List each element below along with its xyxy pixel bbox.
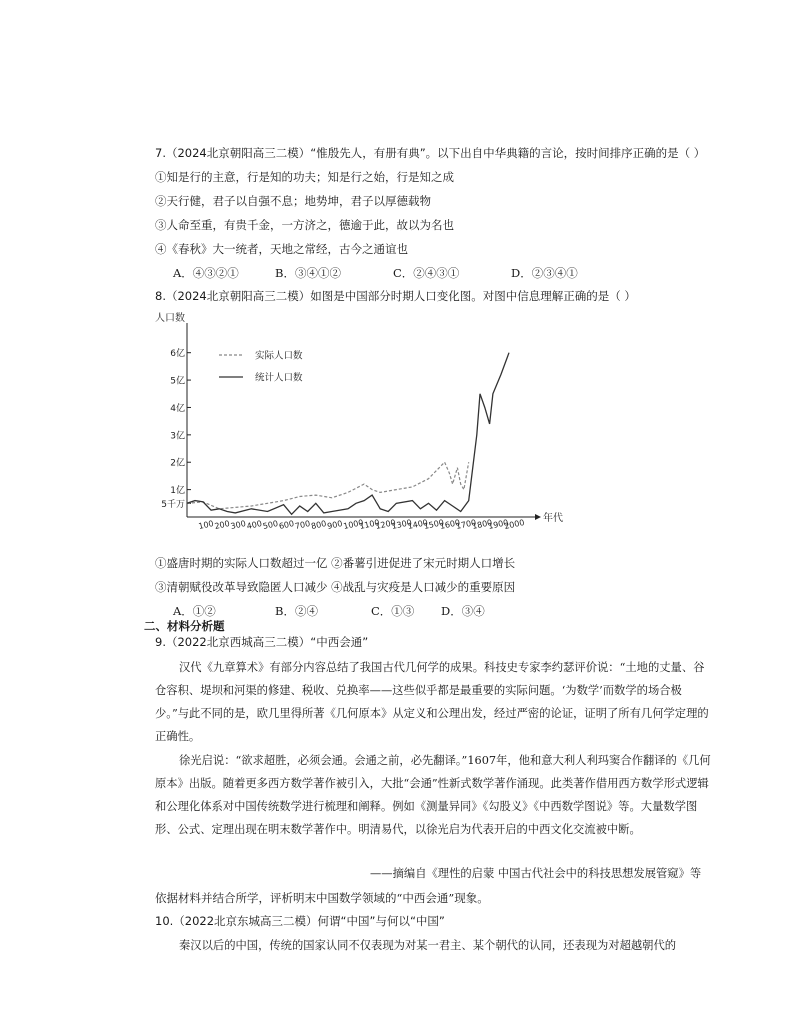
q10-stem: 10.（2022北京东城高三二模）何谓“中国”与何以“中国” [155, 914, 445, 928]
section-heading: 二、材料分析题 [144, 619, 225, 633]
chart-axes [155, 311, 563, 524]
q7-item-3: ③人命至重，有贵千金，一方济之，德逾于此，故以为名也 [155, 218, 454, 232]
q7-option-a[interactable]: A．④③②① [173, 266, 239, 280]
q7-option-b[interactable]: B．③④①② [275, 266, 341, 280]
x-tick-label: 300 [229, 518, 247, 531]
y-tick-label: 5亿 [170, 376, 185, 387]
y-tick-label: 1亿 [170, 486, 185, 497]
q9-task: 依据材料并结合所学，评析明末中国数学领域的“中西会通”现象。 [155, 891, 489, 905]
x-axis-label: 年代 [543, 513, 563, 524]
q7-option-c[interactable]: C．②④③① [393, 266, 460, 280]
q7-option-d[interactable]: D．②③④① [511, 266, 578, 280]
q7-stem: 7.（2024北京朝阳高三二模）“惟殷先人，有册有典”。以下出自中华典籍的言论，按时间排序正确的是（ ） [155, 146, 706, 160]
x-tick-label: 1500 [423, 517, 445, 531]
q7-item-2: ②天行健，君子以自强不息；地势坤，君子以厚德载物 [155, 194, 431, 208]
y-tick-label: 5千万 [161, 499, 185, 510]
q8-item-2: ③清朝赋役改革导致隐匿人口减少 ④战乱与灾疫是人口减少的重要原因 [155, 580, 516, 594]
q7-item-1: ①知是行的主意，行是知的功夫；知是行之始，行是知之成 [155, 170, 454, 184]
y-tick-label: 4亿 [170, 403, 185, 414]
q8-item-1: ①盛唐时期的实际人口数超过一亿 ②番薯引进促进了宋元时期人口增长 [155, 556, 516, 570]
x-tick-label: 1600 [439, 517, 461, 531]
x-tick-label: 600 [278, 518, 295, 531]
x-axis-arrow [535, 514, 541, 520]
chart-ticks [161, 347, 525, 531]
legend-label: 实际人口数 [255, 350, 303, 362]
x-tick-label: 1800 [471, 517, 494, 531]
population-chart [155, 305, 575, 535]
q8-option-a[interactable]: A．①② [173, 604, 216, 618]
x-tick-label: 1000 [342, 517, 365, 531]
q9-paragraph-2: 徐光启说：“欲求超胜，必须会通。会通之前，必先翻译。”1607年，他和意大利人利玛窦合作翻译的《几何原本》出版。随着更多西方数学著作被引入，大批“会通”性新式数学著作涌现。此类著作借用西方数学形式逻辑和公理化体系对中国传统数学进行梳理和阐释。例如《测量异同》《勾股义》《中西数学图说》等。大量数学图形、公式、定理出现在明末数学著作中。明清易代，以徐光启为代表开启的中西文化交流被中断。 [155, 754, 711, 836]
x-tick-label: 700 [294, 518, 312, 531]
q8-option-d[interactable]: D．③④ [441, 604, 485, 618]
x-tick-label: 200 [213, 518, 231, 531]
y-tick-label: 6亿 [170, 349, 185, 360]
legend-label: 统计人口数 [255, 372, 303, 384]
y-tick-label: 2亿 [170, 458, 185, 469]
q7-item-4: ④《春秋》大一统者，天地之常经，古今之通谊也 [155, 242, 408, 256]
x-tick-label: 1100 [358, 517, 381, 531]
q8-stem: 8.（2024北京朝阳高三二模）如图是中国部分时期人口变化图。对图中信息理解正确的是（ ） [155, 289, 636, 303]
x-tick-label: 1400 [406, 517, 429, 531]
x-tick-label: 900 [326, 518, 344, 531]
y-tick-label: 3亿 [170, 431, 185, 442]
x-tick-label: 100 [197, 518, 215, 531]
x-tick-label: 500 [262, 518, 279, 531]
x-tick-label: 1900 [487, 517, 510, 531]
x-tick-label: 1200 [374, 517, 397, 531]
q8-option-b[interactable]: B．②④ [275, 604, 318, 618]
q8-option-c[interactable]: C．①③ [371, 604, 415, 618]
x-tick-label: 1300 [390, 517, 413, 531]
series-actual-line [187, 462, 469, 509]
q9-source: ——摘编自《理性的启蒙 中国古代社会中的科技思想发展管窥》等 [370, 867, 702, 880]
q10-paragraph-1: 秦汉以后的中国，传统的国家认同不仅表现为对某一君主、某个朝代的认同，还表现为对超越朝代的 [179, 939, 677, 952]
x-tick-label: 400 [245, 518, 263, 531]
x-tick-label: 800 [310, 518, 328, 531]
y-axis-label: 人口数 [155, 313, 185, 324]
q9-paragraph-1: 汉代《九章算术》有部分内容总结了我国古代几何学的成果。科技史专家李约瑟评价说：“土地的丈量、谷仓容积、堤坝和河渠的修建、税收、兑换率——这些似乎都是最重要的实际问题。‘为数学’而数学的场合极少。”与此不同的是，欧几里得所著《几何原本》从定义和公理出发，经过严密的论证，证明了所有几何学定理的正确性。 [155, 661, 709, 743]
q9-stem: 9.（2022北京西城高三二模）“中西会通” [155, 635, 369, 649]
chart-legend [219, 350, 303, 384]
x-tick-label: 1700 [455, 517, 477, 531]
x-tick-label: 2000 [503, 517, 526, 531]
